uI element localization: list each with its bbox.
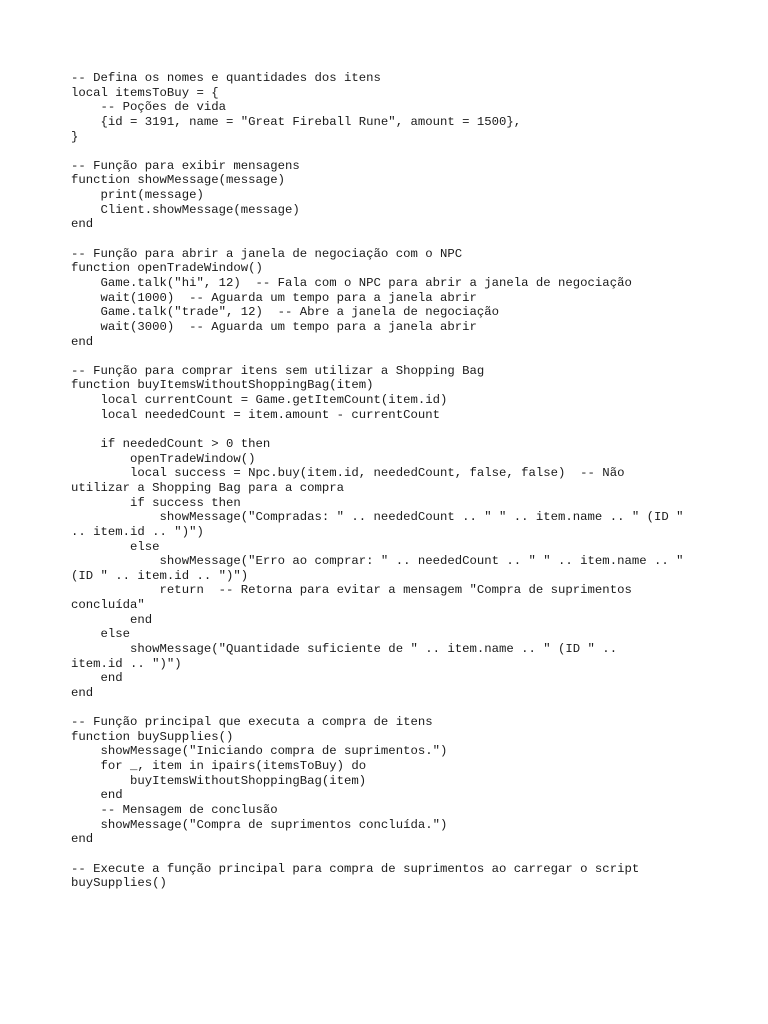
code-line: function openTradeWindow() [71, 261, 263, 276]
code-line: {id = 3191, name = "Great Fireball Rune", amount = 1500}, [71, 114, 522, 129]
code-line: Client.showMessage(message) [71, 202, 300, 217]
code-line: else [71, 627, 131, 642]
code-line: } [71, 129, 79, 144]
code-line: else [71, 539, 160, 554]
code-line: showMessage("Erro ao comprar: " .. neededCount .. " " .. item.name .. " [71, 554, 684, 569]
code-line: local neededCount = item.amount - currentCount [71, 407, 440, 422]
code-blank-line [71, 144, 711, 159]
code-blank-line [71, 232, 711, 247]
code-blank-line [71, 701, 711, 716]
code-line: concluída" [71, 598, 145, 613]
code-line: return -- Retorna para evitar a mensagem "Compra de suprimentos [71, 583, 632, 598]
code-blank-line [71, 349, 711, 364]
code-line: print(message) [71, 188, 204, 203]
code-line: function buySupplies() [71, 729, 234, 744]
code-blank-line [71, 847, 711, 862]
code-line: utilizar a Shopping Bag para a compra [71, 480, 345, 495]
code-line: -- Execute a função principal para compra de suprimentos ao carregar o script [71, 861, 640, 876]
code-line: function showMessage(message) [71, 173, 286, 188]
code-line: end [71, 217, 94, 232]
code-line: (ID " .. item.id .. ")") [71, 568, 249, 583]
code-line: if neededCount > 0 then [71, 437, 271, 452]
code-line: -- Poções de vida [71, 100, 226, 115]
code-line: end [71, 671, 123, 686]
code-line: -- Função para abrir a janela de negociação com o NPC [71, 246, 463, 261]
code-line: item.id .. ")") [71, 656, 182, 671]
code-line: -- Mensagem de conclusão [71, 803, 278, 818]
code-line: Game.talk("hi", 12) -- Fala com o NPC para abrir a janela de negociação [71, 275, 632, 290]
code-line: -- Defina os nomes e quantidades dos itens [71, 71, 381, 85]
code-line: local itemsToBuy = { [71, 85, 219, 100]
code-line: Game.talk("trade", 12) -- Abre a janela de negociação [71, 305, 500, 320]
code-line: -- Função principal que executa a compra de itens [71, 715, 433, 730]
code-line: .. item.id .. ")") [71, 524, 204, 539]
code-line: -- Função para comprar itens sem utilizar a Shopping Bag [71, 363, 485, 378]
code-line: end [71, 612, 153, 627]
code-line: -- Função para exibir mensagens [71, 158, 300, 173]
code-blank-line [71, 422, 711, 437]
code-line: showMessage("Compra de suprimentos concluída.") [71, 817, 448, 832]
code-line: end [71, 685, 94, 700]
code-line: buySupplies() [71, 876, 167, 891]
code-line: wait(3000) -- Aguarda um tempo para a janela abrir [71, 319, 477, 334]
code-line: local currentCount = Game.getItemCount(item.id) [71, 393, 448, 408]
code-line: openTradeWindow() [71, 451, 256, 466]
code-line: wait(1000) -- Aguarda um tempo para a janela abrir [71, 290, 477, 305]
code-line: end [71, 788, 123, 803]
code-line: showMessage("Quantidade suficiente de " .. item.name .. " (ID " .. [71, 641, 618, 656]
code-line: local success = Npc.buy(item.id, neededCount, false, false) -- Não [71, 466, 625, 481]
code-line: showMessage("Iniciando compra de suprimentos.") [71, 744, 448, 759]
code-listing [71, 71, 711, 891]
code-line: for _, item in ipairs(itemsToBuy) do [71, 759, 367, 774]
code-line: if success then [71, 495, 241, 510]
code-line: end [71, 334, 94, 349]
code-line: showMessage("Compradas: " .. neededCount .. " " .. item.name .. " (ID " [71, 510, 684, 525]
code-line: end [71, 832, 94, 847]
code-line: buyItemsWithoutShoppingBag(item) [71, 773, 367, 788]
code-line: function buyItemsWithoutShoppingBag(item) [71, 378, 374, 393]
